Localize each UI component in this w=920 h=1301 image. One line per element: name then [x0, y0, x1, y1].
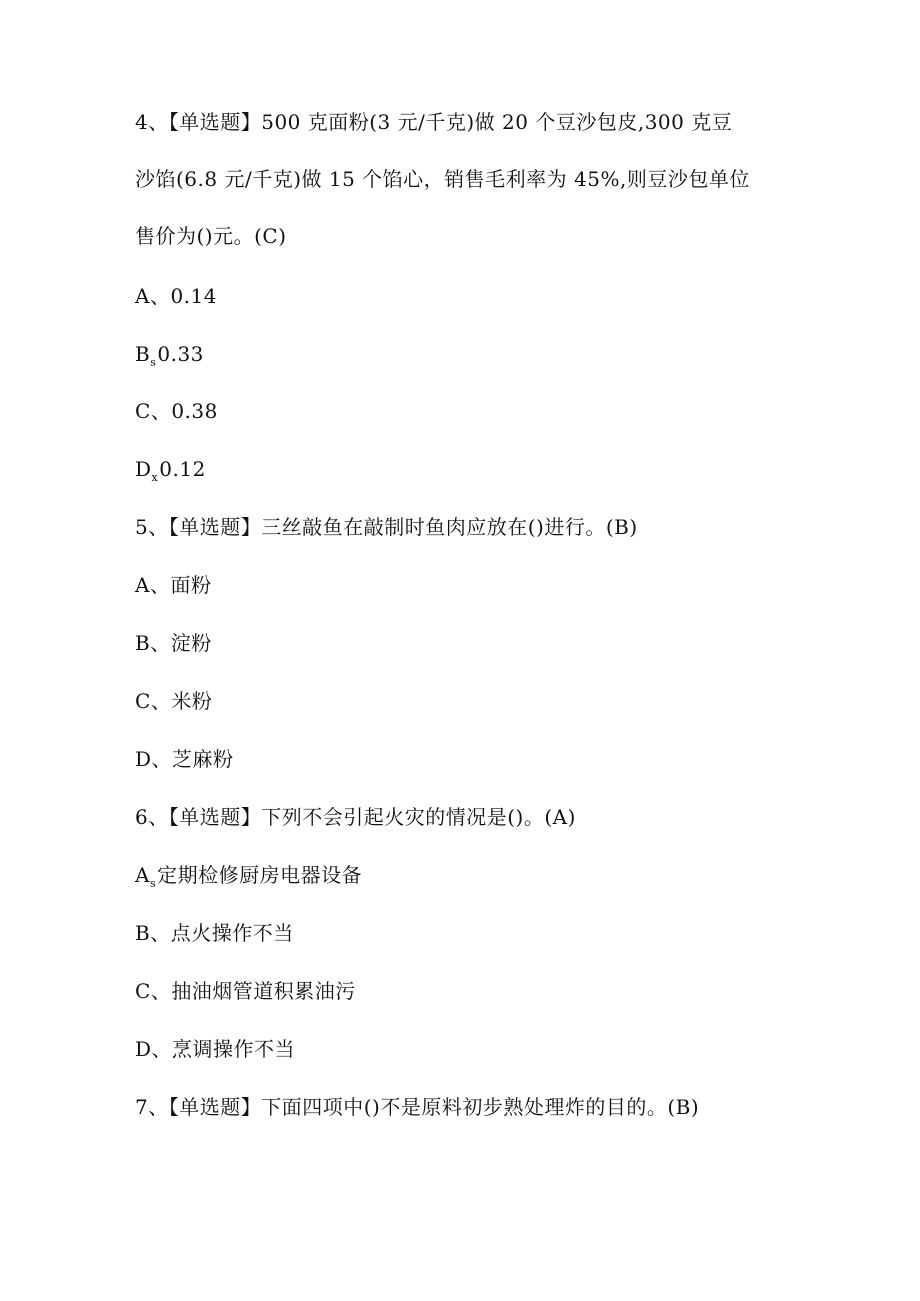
option-d: [135, 455, 206, 487]
option-text: 0.33: [157, 342, 204, 366]
option-text: 0.38: [171, 399, 218, 423]
option-a: [135, 571, 211, 599]
option-letter: D: [135, 1037, 152, 1061]
option-separator: 、: [150, 689, 172, 713]
option-text: 点火操作不当: [170, 921, 294, 945]
option-letter: A: [135, 284, 150, 308]
option-letter: A: [135, 573, 150, 597]
option-separator: 、: [150, 921, 171, 945]
question-stem-line: 售价为()元。(C): [135, 224, 287, 248]
option-b: [135, 919, 294, 947]
option-text: 抽油烟管道积累油污: [171, 979, 356, 1003]
option-subscript: x: [151, 471, 159, 484]
option-c: [135, 397, 218, 425]
question-stem-line: 4、【单选题】500 克面粉(3 元/千克)做 20 个豆沙包皮,300 克豆: [135, 110, 733, 134]
question-stem-line: 沙馅(6.8 元/千克)做 15 个馅心，销售毛利率为 45%,则豆沙包单位: [135, 167, 750, 191]
option-letter: C: [135, 399, 151, 423]
option-text: 面粉: [170, 573, 212, 597]
option-c: [135, 687, 212, 715]
option-subscript: s: [150, 356, 157, 369]
option-text: 0.12: [159, 457, 206, 481]
option-separator: 、: [151, 1037, 173, 1061]
option-d: [135, 745, 234, 773]
option-a: [135, 861, 362, 893]
question-7-stem: 7、【单选题】下面四项中()不是原料初步熟处理炸的目的。(B): [135, 1095, 700, 1119]
option-b: [135, 629, 212, 657]
option-separator: 、: [150, 631, 171, 655]
option-letter: B: [135, 631, 151, 655]
option-separator: 、: [150, 399, 172, 423]
option-text: 烹调操作不当: [172, 1037, 296, 1061]
option-letter: C: [135, 689, 151, 713]
option-letter: D: [135, 747, 152, 771]
option-separator: 、: [149, 573, 171, 597]
option-d: [135, 1035, 295, 1063]
option-a: [135, 282, 217, 310]
option-text: 0.14: [170, 284, 217, 308]
option-letter: D: [135, 457, 152, 481]
option-text: 淀粉: [170, 631, 212, 655]
option-separator: 、: [151, 747, 173, 771]
option-b: [135, 340, 204, 372]
option-letter: A: [135, 863, 150, 887]
option-separator: 、: [149, 284, 171, 308]
option-text: 米粉: [171, 689, 213, 713]
option-subscript: s: [149, 877, 157, 890]
option-letter: B: [135, 342, 151, 366]
option-text: 定期检修厨房电器设备: [157, 863, 363, 887]
option-text: 芝麻粉: [172, 747, 234, 771]
question-6-stem: 6、【单选题】下列不会引起火灾的情况是()。(A): [135, 805, 576, 829]
option-letter: B: [135, 921, 151, 945]
option-letter: C: [135, 979, 151, 1003]
question-5-stem: 5、【单选题】三丝敲鱼在敲制时鱼肉应放在()进行。(B): [135, 515, 638, 539]
question-4-stem: [135, 108, 785, 279]
option-c: [135, 977, 356, 1005]
option-separator: 、: [150, 979, 172, 1003]
